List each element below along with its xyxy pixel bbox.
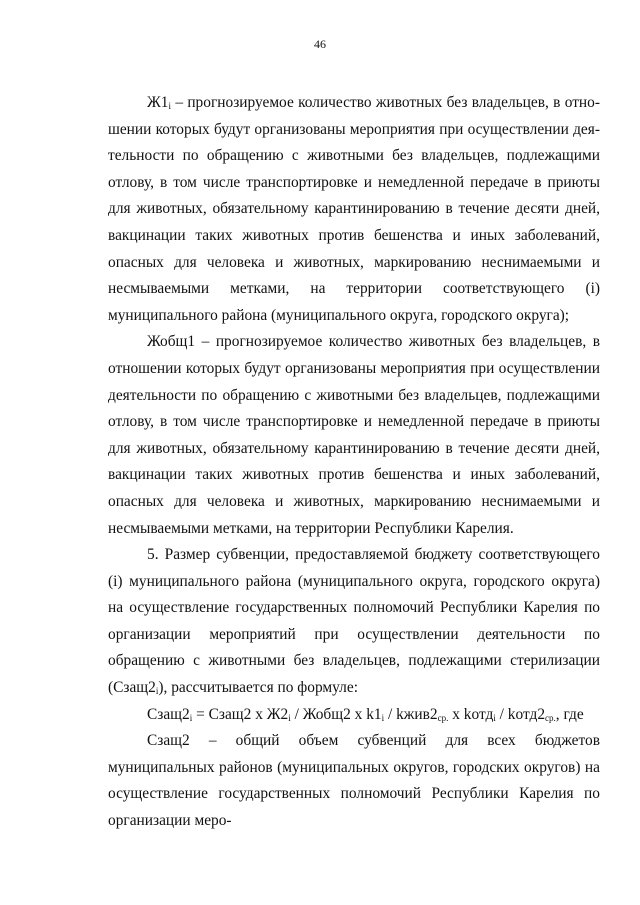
text-run: / kотд2: [495, 705, 546, 723]
paragraph: [108, 728, 600, 834]
text-run: Сзащ2: [147, 705, 190, 723]
paragraph: [108, 542, 600, 702]
page-number: 46: [314, 37, 326, 51]
text-run: ), рассчитывается по формуле:: [158, 679, 358, 697]
text-run: / kжив2: [384, 705, 438, 723]
formula-line: [108, 702, 600, 729]
subscript: i: [155, 686, 159, 697]
subscript: i: [189, 712, 193, 723]
subscript: i: [288, 712, 291, 723]
text-run: Жобщ1 – прогнозируемое количество животных без владельцев, в отношении которых будут организованы мероприятия при осуществлении деятельности по обращению с животными без владельцев, подлежащими отлову, в том числе транспортировке и немедленной передаче в приюты для животных, обязательному карантинированию в течение десяти дней, вакцинации таких животных против бешенства и иных заболеваний, опасных для человека и животных, маркированию неснимаемыми и несмываемыми метками, на территории Республики Карелия.: [108, 333, 600, 537]
subscript: ср.: [545, 712, 556, 723]
paragraph: [108, 329, 600, 542]
paragraph: [108, 90, 600, 329]
subscript: i: [381, 712, 385, 723]
text-run: Сзащ2 – общий объем субвенций для всех бюджетов муниципальных районов (муниципальных округов, городских округов) на осуществление государственных полномочий Республики Карелия по организации меро-: [108, 732, 600, 830]
text-run: , где: [555, 705, 584, 723]
text-run: Ж1: [147, 94, 169, 111]
text-run: – прогнозируемое количество животных без владельцев, в отношении которых будут организованы мероприятия при осуществлении деятельности по обращению с животными без владельцев, подлежащими отлову, в том числе транспортировке и немедленной передаче в приюты для животных, обязательному карантинированию в течение десяти дней, вакцинации таких животных против бешенства и иных заболеваний, опасных для человека и животных, маркированию неснимаемыми и несмываемыми метками, на территории соответствующего (i) муниципального района (муниципального округа, городского округа);: [108, 94, 600, 324]
subscript: ср.: [437, 712, 449, 723]
text-run: / Жобщ2 x k1: [290, 705, 382, 723]
text-run: = Сзащ2 x Ж2: [192, 705, 289, 723]
subscript: i: [493, 712, 496, 723]
text-run: x kотд: [448, 705, 494, 723]
subscript: i: [168, 101, 172, 111]
document-body: [108, 90, 600, 835]
text-run: 5. Размер субвенции, предоставляемой бюджету соответствующего (i) муниципального района (муниципального округа, городского округа) на осуществление государственных полномочий Республики Карелия по организации мероприятий при осуществлении деятельности по обращению с животными без владельцев, подлежащими стерилизации (Сзащ2: [108, 546, 600, 697]
